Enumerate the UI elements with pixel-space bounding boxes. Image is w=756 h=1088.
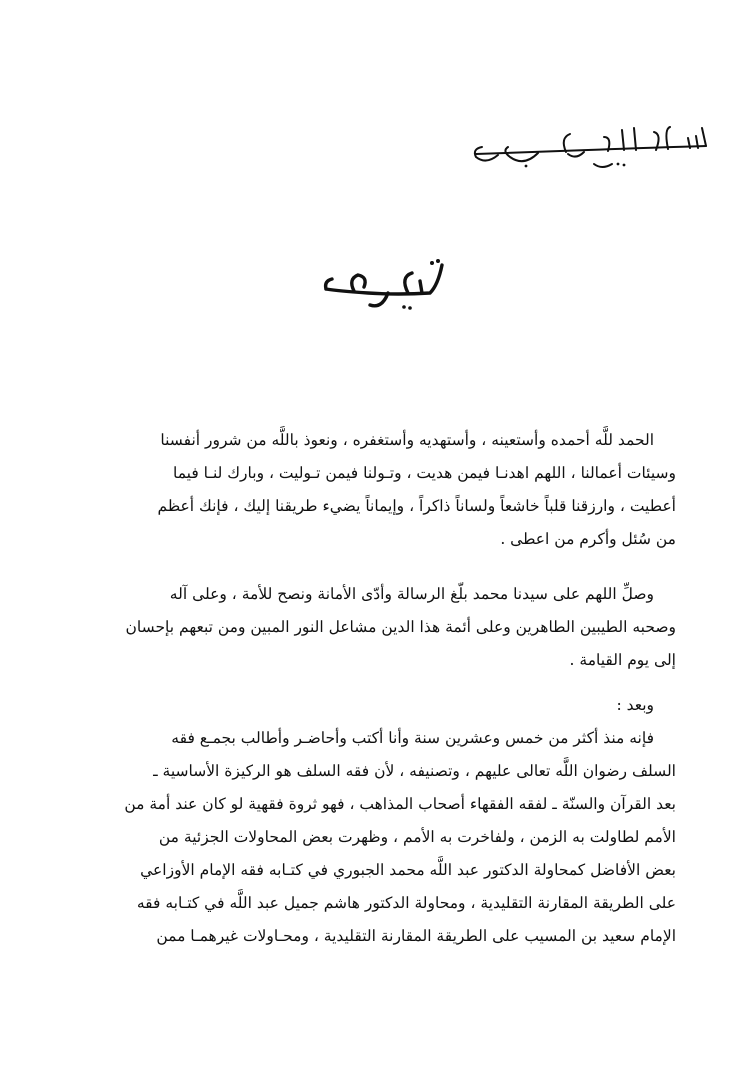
text-line: وصلِّ اللهم على سيدنا محمد بلّغ الرسالة وأدّى الأمانة ونصح للأمة ، وعلى آله <box>169 585 654 603</box>
text-line: أعطيت ، وارزقنا قلباً خاشعاً ولساناً ذاكراً ، وإيماناً يضيء طريقنا إليك ، فإنك أعظم <box>157 497 676 515</box>
text-line: الأمم لطاولت به الزمن ، ولفاخرت به الأمم ، وظهرت بعض المحاولات الجزئية من <box>158 828 676 846</box>
body-text <box>80 424 676 953</box>
paragraph-salawat <box>80 578 676 677</box>
basmala-calligraphy <box>468 122 718 182</box>
text-line: إلى يوم القيامة . <box>569 651 676 669</box>
text-line: على الطريقة المقارنة التقليدية ، ومحاولة الدكتور هاشم جميل عبد اللَّه في كتـابه فقه <box>136 894 676 912</box>
text-line: السلف رضوان اللَّه تعالى عليهم ، وتصنيفه ، لأن فقه السلف هو الركيزة الأساسية ـ <box>153 762 676 780</box>
text-line: وبعد : <box>616 696 654 714</box>
text-line: وسيئات أعمالنا ، اللهم اهدنـا فيمن هديت ، وتـولنا فيمن تـوليت ، وبارك لنـا فيما <box>172 464 676 482</box>
text-line: بعض الأفاضل كمحاولة الدكتور عبد اللَّه محمد الجبوري في كتـابه فقه الإمام الأوزاعي <box>140 861 676 879</box>
chapter-title-calligraphy <box>318 255 448 315</box>
paragraph-praise <box>80 424 676 556</box>
text-line: الحمد للَّه أحمده وأستعينه ، وأستهديه وأستغفره ، ونعوذ باللَّه من شرور أنفسنا <box>160 431 654 449</box>
text-line: من سُئل وأكرم من اعطى . <box>500 530 676 548</box>
text-line: وصحبه الطيبين الطاهرين وعلى أئمة هذا الدين مشاعل النور المبين ومن تبعهم بإحسان <box>125 618 676 636</box>
text-line: فإنه منذ أكثر من خمس وعشرين سنة وأنا أكتب وأحاضـر وأطالب بجمـع فقه <box>171 729 654 747</box>
paragraph-introduction <box>80 689 676 953</box>
text-line: بعد القرآن والسنّة ـ لفقه الفقهاء أصحاب المذاهب ، فهو ثروة فقهية لو كان عند أمة من <box>124 795 676 813</box>
text-line: الإمام سعيد بن المسيب على الطريقة المقارنة التقليدية ، ومحـاولات غيرهمـا ممن <box>156 927 676 945</box>
